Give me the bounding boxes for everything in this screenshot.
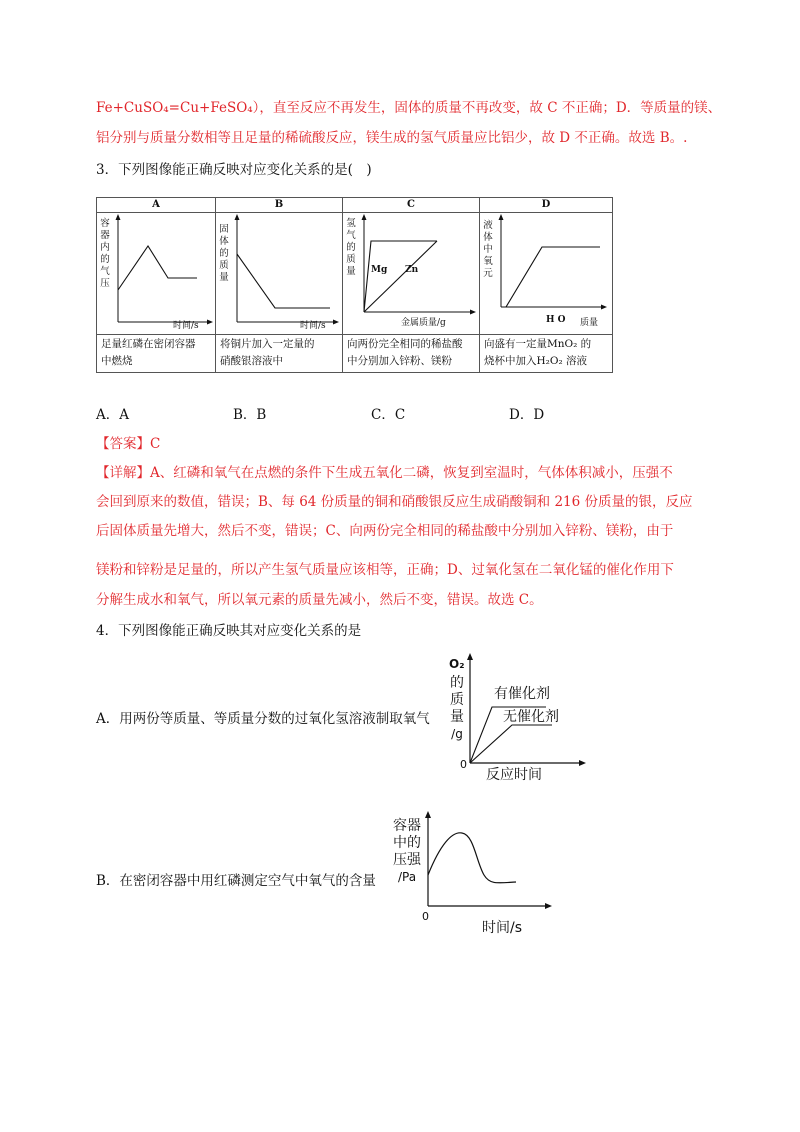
q4a-series-no-catalyst: 无催化剂 xyxy=(503,709,559,725)
q3-detail-line-2: 会回到原来的数值，错误；B、每 64 份质量的铜和硝酸银反应生成硝酸铜和 216 份质量的银，反应 xyxy=(96,494,693,510)
panel-a-caption-line-2: 中燃烧 xyxy=(101,355,133,367)
panel-b-caption-line-1: 将铜片加入一定量的 xyxy=(220,338,315,350)
q4a-origin: 0 xyxy=(460,758,467,771)
panel-d-header: D xyxy=(480,198,612,213)
q4-option-b-text: B．在密闭容器中用红磷测定空气中氧气的含量 xyxy=(96,873,376,889)
q4b-ylabel-4: /Pa xyxy=(397,870,417,884)
q4b-xlabel: 时间/s xyxy=(482,920,523,936)
q4b-ylabel xyxy=(390,818,424,886)
q4a-ylabel-top: O₂ xyxy=(449,657,465,671)
panel-a-caption xyxy=(101,336,196,370)
q4a-ylabel-2: 质 xyxy=(450,692,464,708)
panel-c-caption-line-1: 向两份完全相同的稀盐酸 xyxy=(347,338,463,350)
question-4-stem: 4．下列图像能正确反映其对应变化关系的是 xyxy=(96,623,362,639)
panel-d-caption-line-1: 向盛有一定量MnO₂ 的 xyxy=(484,338,592,350)
panel-c-header: C xyxy=(343,198,479,213)
q4a-series-with-catalyst: 有催化剂 xyxy=(494,686,550,702)
panel-d-caption-line-2: 烧杯中加入H₂O₂ 溶液 xyxy=(484,355,588,367)
q3-detail-line-1: 【详解】A、红磷和氧气在点燃的条件下生成五氧化二磷，恢复到室温时，气体体积减小，压强不 xyxy=(96,465,673,481)
panel-c-caption-line-2: 中分别加入锌粉、镁粉 xyxy=(347,355,452,367)
panel-d-caption xyxy=(484,336,591,370)
q4b-ylabel-3: 压强 xyxy=(393,852,421,868)
q3-answer: 【答案】C xyxy=(96,436,161,452)
q3-panel-c xyxy=(343,198,480,372)
q4a-ylabel-4: /g xyxy=(451,727,463,741)
q3-option-d: D．D xyxy=(509,407,545,423)
panel-c-xlabel: 金属质量/g xyxy=(401,318,446,328)
q4b-origin: 0 xyxy=(422,910,429,923)
panel-c-ylabel: 氢气的质量 xyxy=(346,218,356,277)
q4b-plot xyxy=(422,811,552,911)
q3-option-b: B．B xyxy=(233,407,267,423)
panel-b-xlabel: 时间/s xyxy=(300,321,326,331)
q3-detail-line-3: 后固体质量先增大，然后不变，错误；C、向两份完全相同的稀盐酸中分别加入锌粉、镁粉，由于 xyxy=(96,523,674,539)
q3-panel-a xyxy=(97,198,216,372)
q3-option-c: C．C xyxy=(371,407,406,423)
q4-option-a-text: A．用两份等质量、等质量分数的过氧化氢溶液制取氧气 xyxy=(96,711,430,727)
question-3-stem: 3．下列图像能正确反映对应变化关系的是( ) xyxy=(96,162,372,178)
panel-b-caption-line-2: 硝酸银溶液中 xyxy=(220,355,283,367)
panel-a-xlabel: 时间/s xyxy=(173,321,199,331)
panel-d-xlabel-unit: 质量 xyxy=(580,318,599,328)
panel-a-ylabel: 容器内的气压 xyxy=(100,218,110,289)
panel-a-caption-line-1: 足量红磷在密闭容器 xyxy=(101,338,196,350)
q3-panel-b xyxy=(216,198,343,372)
panel-c-caption xyxy=(347,336,463,370)
q4a-ylabel-1: 的 xyxy=(450,675,464,691)
answer-continuation-line-1: Fe+CuSO₄=Cu+FeSO₄），直至反应不再发生，固体的质量不再改变，故 C 不正确；D．等质量的镁、 xyxy=(96,100,722,116)
q4b-ylabel-2: 中的 xyxy=(393,835,421,851)
q3-option-a: A．A xyxy=(96,407,129,423)
panel-b-plot xyxy=(232,214,340,329)
q4a-xlabel: 反应时间 xyxy=(486,767,542,783)
panel-b-caption xyxy=(220,336,315,370)
panel-c-series-zn: Zn xyxy=(405,265,419,275)
answer-continuation-line-2: 铝分别与质量分数相等且足量的稀硫酸反应，镁生成的氢气质量应比铝少，故 D 不正确。故选 B。. xyxy=(96,130,688,146)
panel-a-header: A xyxy=(97,198,215,213)
q4a-ylabel-3: 量 xyxy=(450,709,464,725)
panel-d-ylabel: 液体中氧元 xyxy=(483,220,493,279)
panel-b-ylabel: 固体的质量 xyxy=(219,224,229,283)
panel-d-plot xyxy=(496,214,608,314)
q3-figure-table xyxy=(96,197,613,373)
panel-c-series-mg: Mg xyxy=(371,265,388,275)
panel-d-xlabel: H O xyxy=(546,315,566,325)
panel-b-header: B xyxy=(216,198,342,213)
q3-detail-line-4: 镁粉和锌粉是足量的，所以产生氢气质量应该相等，正确；D、过氧化氢在二氧化锰的催化作用下 xyxy=(96,562,674,578)
q3-panel-d xyxy=(480,198,612,372)
q4b-ylabel-1: 容器 xyxy=(393,818,421,834)
panel-a-plot xyxy=(113,214,213,329)
q3-detail-line-5: 分解生成水和氧气，所以氧元素的质量先减小，然后不变，错误。故选 C。 xyxy=(96,592,543,608)
